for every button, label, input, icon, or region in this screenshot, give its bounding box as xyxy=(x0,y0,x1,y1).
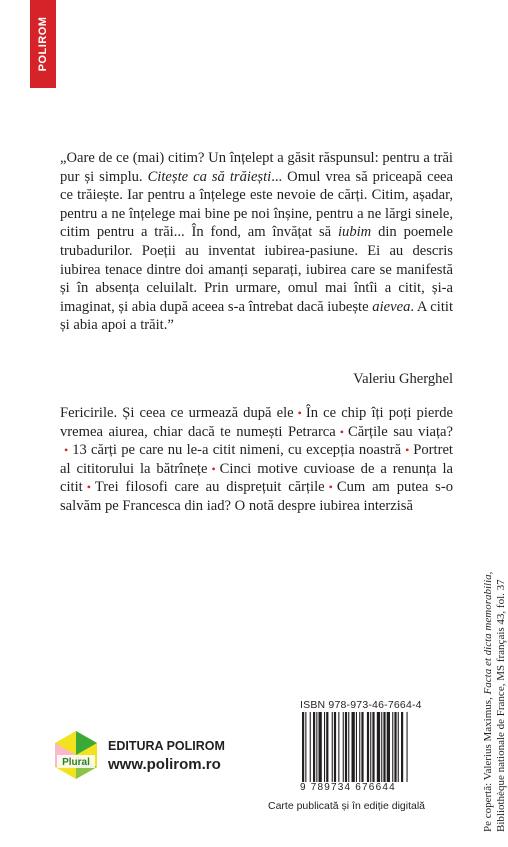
quote-italic-3: aievea xyxy=(372,298,411,315)
bullet-icon: • xyxy=(86,480,91,495)
plural-logo-text: Plural xyxy=(62,757,90,768)
cover-credit-title: Facta et dicta memorabilia xyxy=(482,574,494,695)
plural-logo xyxy=(54,730,98,780)
bullet-icon: • xyxy=(211,461,216,476)
quote-text-2: ... Omul vrea să priceapă ceea ce trăiește. Iar pentru a înțelege este nevoie de cărți. Citim, așadar, pentru a ne înțelege mai bine pe noi înșine, pentru a ne lărgi sinele, citim pentru a trăi... În fond, am învățat să xyxy=(60,168,453,241)
bullet-icon: • xyxy=(64,443,69,458)
publisher-url[interactable]: www.polirom.ro xyxy=(108,756,221,773)
contents-item: 13 cărți pe care nu le-a citit nimeni, cu excepția noastră xyxy=(72,442,402,459)
bullet-icon: • xyxy=(328,480,333,495)
quote-text-4: . A citit și abia apoi a trăit.” xyxy=(60,298,454,334)
contents-item: Cărțile sau viața? xyxy=(347,423,454,440)
isbn-label: ISBN 978-973-46-7664-4 xyxy=(300,699,422,711)
contents-item: Cum am putea s-o salvăm pe Francesca din iad? O notă despre iubirea interzisă xyxy=(60,479,453,514)
bullet-icon: • xyxy=(339,424,344,439)
cover-credit xyxy=(482,572,508,832)
isbn-barcode xyxy=(300,712,446,786)
cover-credit-line-1: Pe copertă: Valerius Maximus, Facta et dicta memorabilia, xyxy=(482,571,494,832)
quote-text-3: din poemele trubadurilor. Poeții au inventat iubirea-pasiune. Ei au descris iubirea tenace dintre doi amanți separați, iubirea care se manifestă și în absența celuilalt. Prin urmare, omul mai întîi a citit, și-a imaginat, și abia după aceea s-a întrebat dacă iubește xyxy=(60,224,453,315)
back-cover-quote xyxy=(60,149,453,335)
contents-item: În ce chip îți poți pierde vremea aiurea, chiar dacă te numești Petrarca xyxy=(60,405,453,440)
contents-item: Portret al cititorului la bătrînețe xyxy=(60,442,453,477)
polirom-tab-label: POLIROM xyxy=(37,16,49,72)
quote-author: Valeriu Gherghel xyxy=(353,371,453,387)
cover-credit-line-2: Bibliothèque nationale de France, MS français 43, fol. 37 xyxy=(495,579,507,832)
contents-list xyxy=(60,404,453,516)
barcode-digits: 9 789734 676644 xyxy=(300,782,446,793)
polirom-tab xyxy=(30,0,56,88)
publisher-name: EDITURA POLIROM xyxy=(108,739,225,753)
quote-italic-2: iubim xyxy=(337,224,372,241)
bullet-icon: • xyxy=(297,406,302,420)
contents-item: Trei filosofi care au disprețuit cărțile xyxy=(94,479,325,496)
digital-edition-note: Carte publicată și în ediție digitală xyxy=(268,800,426,812)
quote-text-1: „Oare de ce (mai) citim? Un înțelept a găsit răspunsul: pentru a trăi pur și simplu. xyxy=(60,150,453,185)
quote-italic-1: Citește ca să trăiești xyxy=(147,168,272,185)
contents-item: Fericirile. Și ceea ce urmează după ele xyxy=(60,405,294,421)
bullet-icon: • xyxy=(405,443,410,458)
contents-item: Cinci motive cuvioase de a renunța la citit xyxy=(60,460,453,496)
